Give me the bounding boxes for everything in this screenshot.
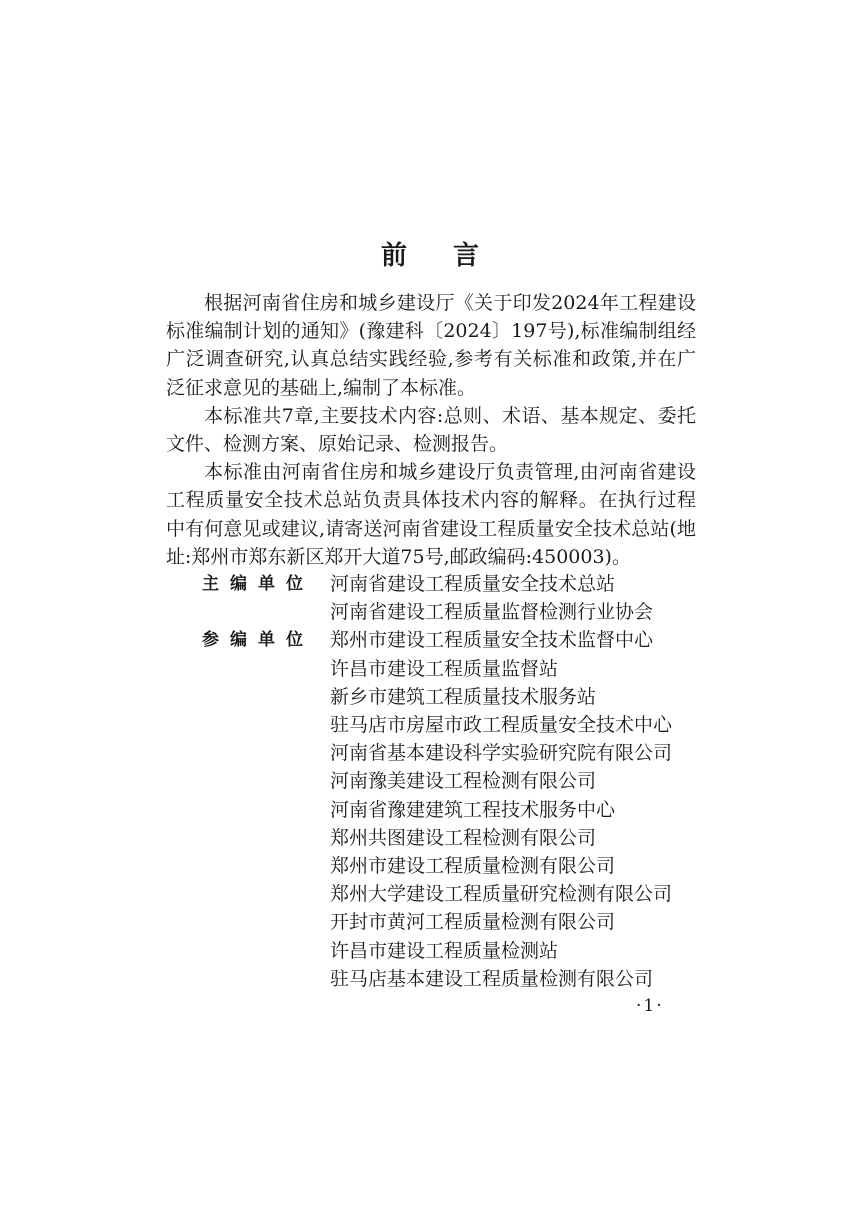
- paragraph-1: 根据河南省住房和城乡建设厅《关于印发2024年工程建设标准编制计划的通知》(豫建科〔2024〕197号),标准编制组经广泛调查研究,认真总结实践经验,参考有关标准和政策,并在广泛征求意见的基础上,编制了本标准。: [166, 292, 696, 399]
- participating-unit-item: 许昌市建设工程质量监督站: [330, 657, 559, 680]
- participating-unit-item: 河南省基本建设科学实验研究院有限公司: [330, 742, 673, 765]
- participating-units-label: 参编单位: [202, 630, 314, 651]
- participating-unit-item: 开封市黄河工程质量检测有限公司: [330, 911, 616, 934]
- participating-units-list: [330, 626, 672, 993]
- participating-unit-item: 郑州大学建设工程质量研究检测有限公司: [330, 883, 673, 906]
- participating-unit-item: 驻马店基本建设工程质量检测有限公司: [330, 967, 654, 990]
- paragraph-2: 本标准共7章,主要技术内容:总则、术语、基本规定、委托文件、检测方案、原始记录、检测报告。: [166, 404, 696, 456]
- chief-unit-item: 河南省建设工程质量安全技术总站: [330, 573, 616, 595]
- preface-body: [166, 289, 696, 571]
- chief-units-label: 主编单位: [202, 574, 314, 594]
- participating-unit-item: 郑州共图建设工程检测有限公司: [330, 826, 597, 849]
- participating-unit-item: 河南省豫建建筑工程技术服务中心: [330, 798, 616, 821]
- paragraph-3: 本标准由河南省住房和城乡建设厅负责管理,由河南省建设工程质量安全技术总站负责具体技术内容的解释。在执行过程中有何意见或建议,请寄送河南省建设工程质量安全技术总站(地址:郑州市郑东新区郑开大道75号,邮政编码:450003)。: [166, 461, 696, 568]
- participating-unit-item: 河南豫美建设工程检测有限公司: [330, 770, 597, 793]
- chief-unit-item: 河南省建设工程质量监督检测行业协会: [330, 601, 654, 624]
- page-number: ·1·: [636, 996, 664, 1016]
- chief-units-list: [330, 570, 653, 626]
- participating-unit-item: 新乡市建筑工程质量技术服务站: [330, 685, 597, 708]
- participating-units-group: [202, 626, 672, 993]
- chief-units-group: [202, 570, 672, 626]
- participating-unit-item: 郑州市建设工程质量检测有限公司: [330, 855, 616, 878]
- organization-list: [202, 570, 672, 993]
- participating-unit-item: 郑州市建设工程质量安全技术监督中心: [330, 629, 654, 652]
- participating-unit-item: 许昌市建设工程质量检测站: [330, 939, 559, 962]
- participating-unit-item: 驻马店市房屋市政工程质量安全技术中心: [330, 714, 673, 737]
- page-title: 前言: [380, 241, 525, 271]
